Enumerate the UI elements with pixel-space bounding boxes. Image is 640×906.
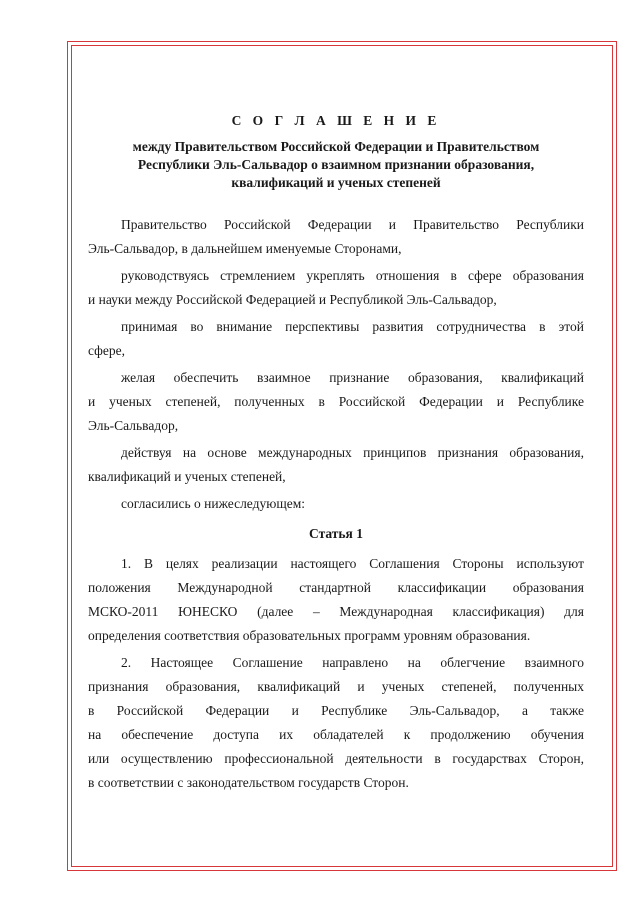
preamble-paragraph [88,366,584,438]
article-heading: Статья 1 [309,526,363,541]
paragraph-line: определения соответствия образовательных программ уровням образования. [88,628,531,643]
paragraph-line: Эль-Сальвадор, в дальнейшем именуемые Сторонами, [88,241,402,256]
paragraph-line: действуя на основе международных принципов признания образования, [121,445,584,460]
preamble-paragraph [88,315,584,363]
preamble-paragraph [88,441,584,489]
paragraph-line: или осуществлению профессиональной деятельности в государствах Сторон, [88,751,584,766]
paragraph-line: положения Международной стандартной классификации образования [88,580,584,595]
preamble [88,213,584,516]
paragraph-line: и ученых степеней, полученных в Российской Федерации и Республике [88,394,584,409]
subtitle-line: между Правительством Российской Федерации и Правительством [132,139,540,154]
paragraph-line: квалификаций и ученых степеней, [88,469,286,484]
paragraph-line: руководствуясь стремлением укреплять отношения в сфере образования [121,268,584,283]
paragraph-line: принимая во внимание перспективы развития сотрудничества в этой [121,319,584,334]
document-page [88,112,584,798]
article-paragraph [88,552,584,648]
paragraph-line: Эль-Сальвадор, [88,418,179,433]
paragraph-line: сфере, [88,343,126,358]
paragraph-line: Правительство Российской Федерации и Правительство Республики [121,217,584,232]
document-title: С О Г Л А Ш Е Н И Е [231,113,441,128]
preamble-paragraph [88,213,584,261]
paragraph-line: и науки между Российской Федерацией и Республикой Эль-Сальвадор, [88,292,497,307]
paragraph-line: 2. Настоящее Соглашение направлено на облегчение взаимного [121,655,584,670]
paragraph-line: МСКО-2011 ЮНЕСКО (далее – Международная классификация) для [88,604,584,619]
paragraph-line: 1. В целях реализации настоящего Соглашения Стороны используют [121,556,584,571]
paragraph-line: в соответствии с законодательством государств Сторон. [88,775,409,790]
paragraph-line: в Российской Федерации и Республике Эль-Сальвадор, а также [88,703,584,718]
preamble-paragraph [88,492,584,516]
paragraph-line: согласились о нижеследующем: [121,496,306,511]
paragraph-line: на обеспечение доступа их обладателей к продолжению обучения [88,727,584,742]
paragraph-line: признания образования, квалификаций и ученых степеней, полученных [88,679,584,694]
subtitle-line: квалификаций и ученых степеней [231,175,441,190]
preamble-paragraph [88,264,584,312]
paragraph-line: желая обеспечить взаимное признание образования, квалификаций [121,370,584,385]
subtitle-line: Республики Эль-Сальвадор о взаимном признании образования, [137,157,535,172]
document-subtitle [88,138,584,192]
article-paragraph [88,651,584,795]
article-body [88,552,584,795]
